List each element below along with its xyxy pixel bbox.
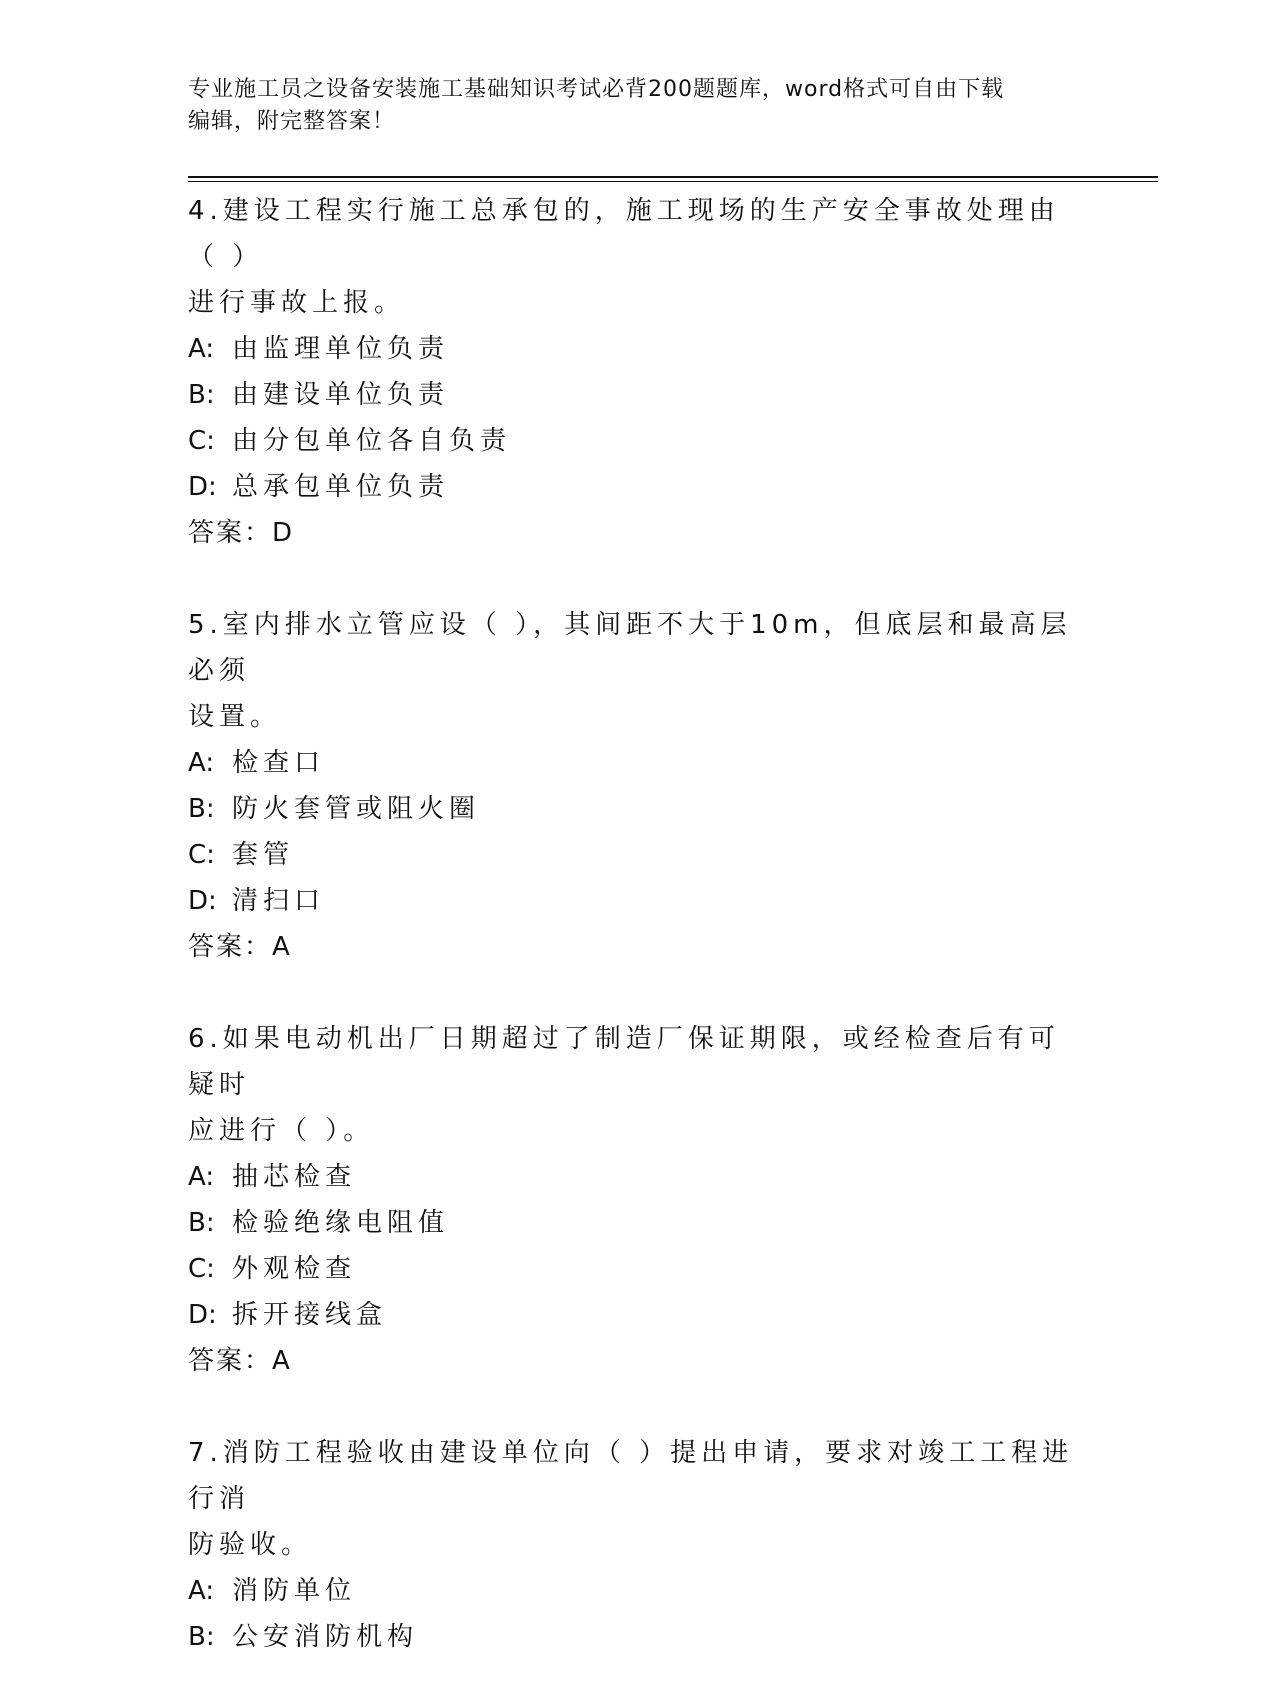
option-text: 外观检查: [232, 1254, 357, 1284]
question-stem-continued: 进行事故上报。: [188, 288, 406, 318]
option-a: [188, 740, 1088, 786]
option-d: [188, 1292, 1088, 1338]
question-list: [188, 188, 1088, 1706]
option-text: 防火套管或阻火圈: [232, 794, 481, 824]
option-text: 消防单位: [232, 1576, 357, 1606]
question-5: [188, 602, 1088, 970]
header-line-2: 编辑，附完整答案！: [188, 109, 396, 134]
option-key: B:: [188, 1208, 215, 1238]
option-key: C:: [188, 426, 215, 456]
option-key: A:: [188, 334, 215, 364]
option-a: [188, 1568, 1088, 1614]
option-c: [188, 418, 1088, 464]
question-stem: 7.消防工程验收由建设单位向（ ）提出申请，要求对竣工工程进行消: [188, 1438, 1074, 1514]
option-text: 拆开接线盒: [232, 1300, 388, 1330]
option-key: D:: [188, 1300, 217, 1330]
option-key: A:: [188, 748, 215, 778]
question-6: [188, 1016, 1088, 1384]
option-d: [188, 464, 1088, 510]
option-c: [188, 1246, 1088, 1292]
option-b: [188, 1200, 1088, 1246]
option-text: 由监理单位负责: [232, 334, 450, 364]
option-text: 由建设单位负责: [232, 380, 450, 410]
question-stem: 5.室内排水立管应设（ ），其间距不大于10m，但底层和最高层必须: [188, 610, 1072, 686]
answer-line: 答案：A: [188, 1346, 292, 1376]
option-a: [188, 326, 1088, 372]
question-stem: 4.建设工程实行施工总承包的，施工现场的生产安全事故处理由（ ）: [188, 196, 1060, 272]
option-text: 套管: [232, 840, 295, 870]
header-line-1: 专业施工员之设备安装施工基础知识考试必背200题题库，word格式可自由下载: [188, 77, 1005, 102]
option-text: 清扫口: [232, 886, 326, 916]
question-4: [188, 188, 1088, 556]
document-header: [188, 74, 1068, 138]
header-divider-thick: [188, 176, 1158, 178]
option-d: [188, 878, 1088, 924]
question-stem-continued: 防验收。: [188, 1530, 313, 1560]
answer-line: 答案：D: [188, 518, 295, 548]
question-stem: 6.如果电动机出厂日期超过了制造厂保证期限，或经检查后有可疑时: [188, 1024, 1060, 1100]
option-key: A:: [188, 1162, 215, 1192]
option-key: C:: [188, 1254, 215, 1284]
option-key: D:: [188, 886, 217, 916]
option-text: 总承包单位负责: [232, 472, 450, 502]
option-b: [188, 1614, 1088, 1660]
option-text: 抽芯检查: [232, 1162, 357, 1192]
option-key: B:: [188, 794, 215, 824]
option-text: 公安消防机构: [232, 1622, 419, 1652]
answer-line: 答案：A: [188, 932, 292, 962]
option-text: 检验绝缘电阻值: [232, 1208, 450, 1238]
question-stem-continued: 设置。: [188, 702, 282, 732]
option-b: [188, 786, 1088, 832]
option-key: C:: [188, 840, 215, 870]
option-key: A:: [188, 1576, 215, 1606]
option-text: 检查口: [232, 748, 326, 778]
header-divider-thin: [188, 181, 1158, 182]
option-key: D:: [188, 472, 217, 502]
option-a: [188, 1154, 1088, 1200]
option-c: [188, 832, 1088, 878]
option-key: B:: [188, 380, 215, 410]
question-stem-continued: 应进行（ ）。: [188, 1116, 375, 1146]
option-key: B:: [188, 1622, 215, 1652]
option-b: [188, 372, 1088, 418]
option-text: 由分包单位各自负责: [232, 426, 512, 456]
question-7: [188, 1430, 1088, 1660]
